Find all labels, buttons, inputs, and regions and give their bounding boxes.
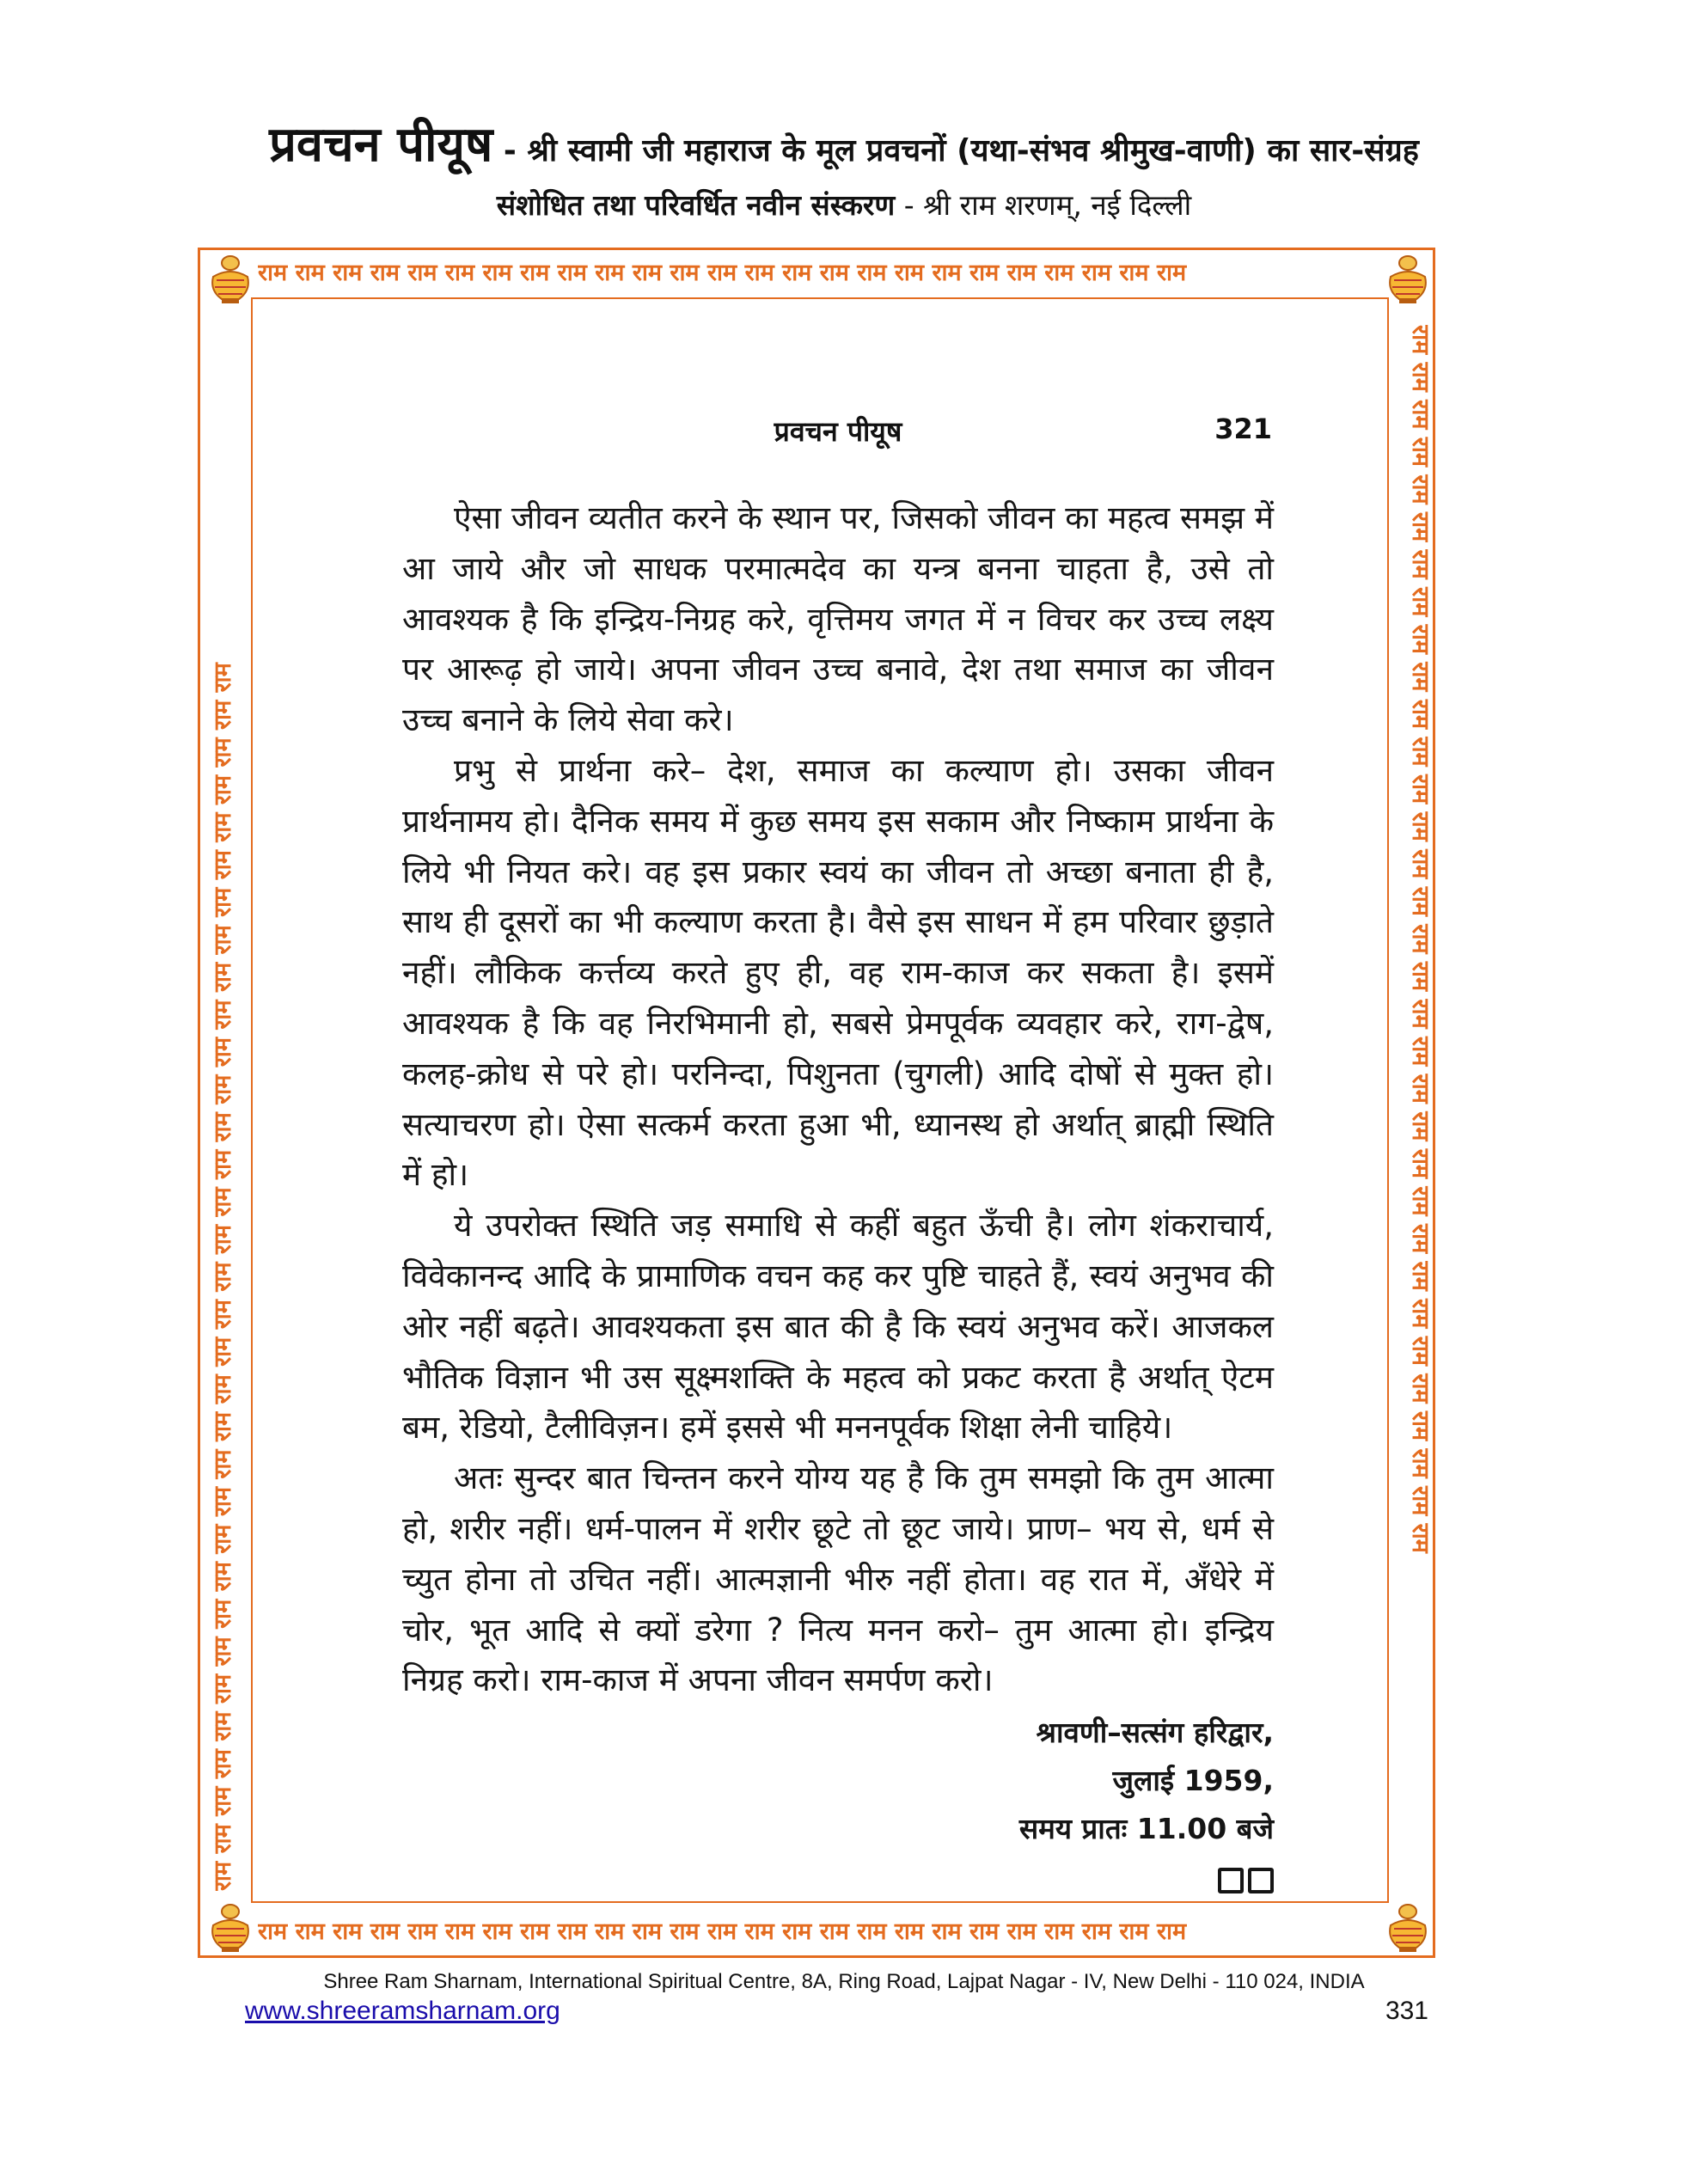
border-right-text: राम राम राम राम राम राम राम राम राम राम राम राम राम राम राम राम राम राम राम राम राम राम राम राम राम राम राम राम राम राम राम राम राम: [1407, 325, 1434, 1553]
border-top-text: राम राम राम राम राम राम राम राम राम राम राम राम राम राम राम राम राम राम राम राम राम राम राम राम राम: [258, 260, 1187, 286]
book-title: प्रवचन पीयूष: [269, 117, 493, 173]
border-bottom-text: राम राम राम राम राम राम राम राम राम राम राम राम राम राम राम राम राम राम राम राम राम राम राम राम राम: [258, 1918, 1187, 1945]
kalash-icon: [203, 251, 258, 306]
border-left-strip: [205, 325, 242, 1891]
book-subtitle: - श्री स्वामी जी महाराज के मूल प्रवचनों (यथा-संभव श्रीमुख-वाणी) का सार-संग्रह: [492, 133, 1419, 168]
kalash-icon: [203, 1900, 258, 1955]
running-title: प्रवचन पीयूष: [774, 415, 902, 448]
border-right-strip: [1401, 325, 1439, 1891]
website-link[interactable]: www.shreeramsharnam.org: [245, 1997, 560, 2025]
publisher-label: - श्री राम शरणम्, नई दिल्ली: [895, 188, 1192, 222]
signature-time: समय प्रातः 11.00 बजे: [1018, 1812, 1274, 1845]
border-left-text: राम राम राम राम राम राम राम राम राम राम राम राम राम राम राम राम राम राम राम राम राम राम राम राम राम राम राम राम राम राम राम राम राम: [210, 663, 236, 1891]
edition-line: [0, 185, 1688, 223]
book-page-number: 321: [1214, 413, 1272, 445]
end-mark-icon: [1214, 1855, 1274, 1903]
kalash-icon: [1380, 251, 1435, 306]
paragraph: ऐसा जीवन व्यतीत करने के स्थान पर, जिसको जीवन का महत्व समझ में आ जाये और जो साधक परमात्मदेव का यन्त्र बनना चाहता है, उसे तो आवश्यक है कि इन्द्रिय-निग्रह करे, वृत्तिमय जगत में न विचर कर उच्च लक्ष्य पर आरूढ़ हो जाये। अपना जीवन उच्च बनावे, देश तथा समाज का जीवन उच्च बनाने के लिये सेवा करे।: [402, 499, 1274, 739]
edition-label: संशोधित तथा परिवर्धित नवीन संस्करण: [496, 188, 896, 222]
signature-date: जुलाई 1959,: [1112, 1764, 1274, 1797]
signature-place: श्रावणी–सत्संग हरिद्वार,: [1036, 1716, 1274, 1749]
signature-block: [1019, 1709, 1274, 1903]
book-page-header: [404, 413, 1272, 461]
document-header-title: [0, 110, 1688, 175]
paragraph: अतः सुन्दर बात चिन्तन करने योग्य यह है कि तुम समझो कि तुम आत्मा हो, शरीर नहीं। धर्म-पालन में शरीर छूटे तो छूट जाये। प्राण– भय से, धर्म से च्युत होना तो उचित नहीं। आत्मज्ञानी भीरु नहीं होता। वह रात में, अँधेरे में चोर, भूत आदि से क्यों डरेगा ? नित्य मनन करो– तुम आत्मा हो। इन्द्रिय निग्रह करो। राम-काज में अपना जीवन समर्पण करो।: [402, 1459, 1274, 1699]
body-text: [402, 493, 1274, 1706]
paragraph: प्रभु से प्रार्थना करे– देश, समाज का कल्याण हो। उसका जीवन प्रार्थनामय हो। दैनिक समय में कुछ समय इस सकाम और निष्काम प्रार्थना के लिये भी नियत करे। वह इस प्रकार स्वयं का जीवन तो अच्छा बनाता ही है, साथ ही दूसरों का भी कल्याण करता है। वैसे इस साधन में हम परिवार छुड़ाते नहीं। लौकिक कर्त्तव्य करते हुए ही, वह राम-काज कर सकता है। इसमें आवश्यक है कि वह निरभिमानी हो, सबसे प्रेमपूर्वक व्यवहार करे, राग-द्वेष, कलह-क्रोध से परे हो। परनिन्दा, पिशुनता (चुगली) आदि दोषों से मुक्त हो। सत्याचरण हो। ऐसा सत्कर्म करता हुआ भी, ध्यानस्थ हो अर्थात् ब्राह्मी स्थिति में हो।: [402, 751, 1274, 1194]
paragraph: ये उपरोक्त स्थिति जड़ समाधि से कहीं बहुत ऊँची है। लोग शंकराचार्य, विवेकानन्द आदि के प्रामाणिक वचन कह कर पुष्टि चाहते हैं, स्वयं अनुभव की ओर नहीं बढ़ते। आवश्यकता इस बात की है कि स्वयं अनुभव करें। आजकल भौतिक विज्ञान भी उस सूक्ष्मशक्ति के महत्व को प्रकट करता है अर्थात् ऐटम बम, रेडियो, टैलीविज़न। हमें इससे भी मननपूर्वक शिक्षा लेनी चाहिये।: [402, 1207, 1274, 1447]
footer-address: Shree Ram Sharnam, International Spiritual Centre, 8A, Ring Road, Lajpat Nagar - IV, New Delhi - 110 024, INDIA: [323, 1970, 1365, 1993]
kalash-icon: [1380, 1900, 1435, 1955]
pdf-page-number: 331: [1385, 1997, 1428, 2025]
